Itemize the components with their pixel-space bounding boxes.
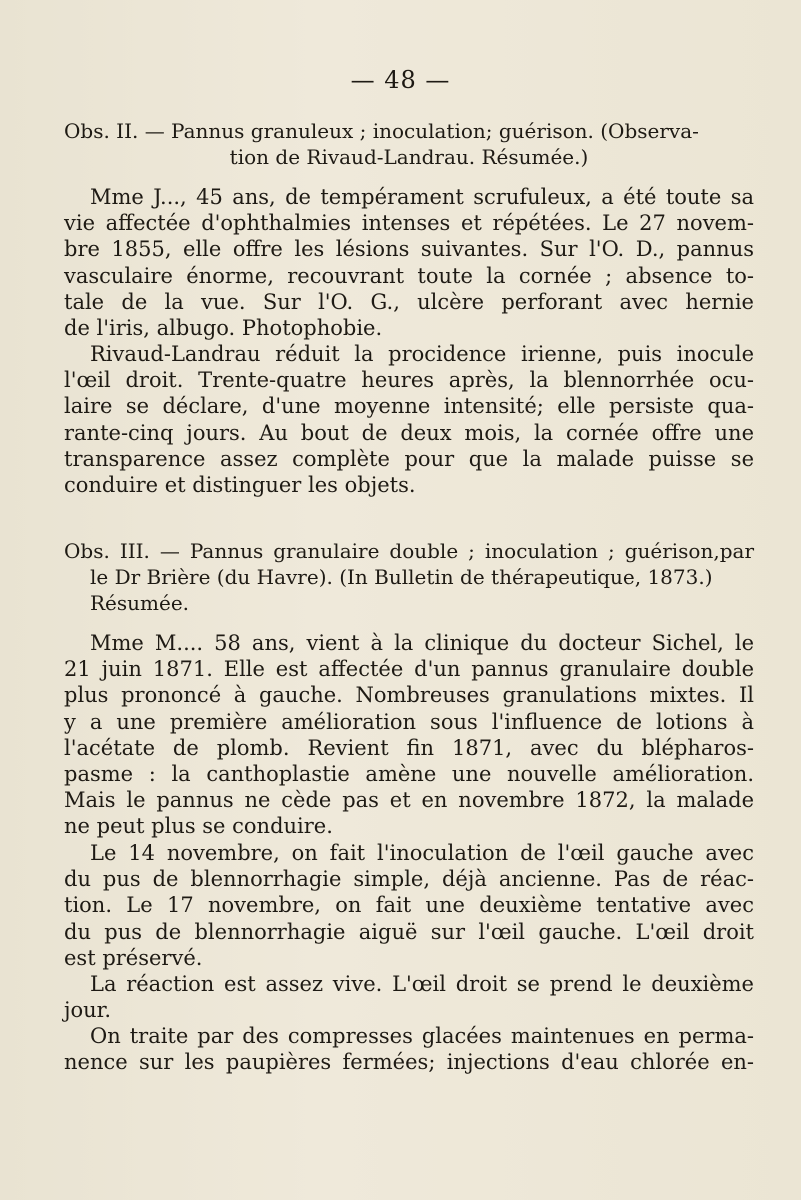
obs2-paragraph-1 [64, 184, 754, 341]
text-line: Rivaud-Landrau réduit la procidence irienne, puis inocule [90, 342, 754, 366]
text-line: La réaction est assez vive. L'œil droit se prend le deuxième [90, 972, 754, 996]
obs3-paragraph-1 [64, 630, 754, 840]
obs3-heading [64, 538, 754, 616]
text-line: nence sur les paupières fermées; injections d'eau chlorée en- [64, 1050, 754, 1075]
text-line: transparence assez complète pour que la malade puisse se [64, 446, 754, 471]
obs3-paragraph-2 [64, 840, 754, 971]
obs3-heading-line: Résumée. [90, 591, 190, 615]
text-line: tion. Le 17 novembre, on fait une deuxième tentative avec [64, 893, 754, 918]
page-number: — 48 — [350, 66, 451, 94]
text-line: laire se déclare, d'une moyenne intensité; elle persiste qua- [64, 394, 754, 419]
text-line: Mais le pannus ne cède pas et en novembre 1872, la malade [64, 788, 754, 813]
text-line: vasculaire énorme, recouvrant toute la cornée ; absence to- [64, 263, 754, 288]
text-line: y a une première amélioration sous l'influence de lotions à [64, 709, 754, 734]
text-line: 21 juin 1871. Elle est affectée d'un pannus granulaire double [64, 657, 754, 682]
text-line: vie affectée d'ophthalmies intenses et répétées. Le 27 novem- [64, 211, 754, 236]
text-line: Mme M.... 58 ans, vient à la clinique du docteur Sichel, le [90, 631, 754, 655]
obs3-paragraph-3 [64, 971, 754, 1023]
obs3-paragraph-4 [64, 1023, 754, 1075]
obs2-heading-line: Obs. II. — Pannus granuleux ; inoculation; guérison. (Observa- [64, 119, 699, 143]
text-line: l'acétate de plomb. Revient fin 1871, avec du blépharos- [64, 735, 754, 760]
text-line: plus prononcé à gauche. Nombreuses granulations mixtes. Il [64, 683, 754, 708]
text-line: ne peut plus se conduire. [64, 814, 333, 839]
text-line: est préservé. [64, 945, 203, 970]
obs3-heading-line: le Dr Brière (du Havre). (In Bulletin de thérapeutique, 1873.) [90, 565, 713, 589]
text-line: Le 14 novembre, on fait l'inoculation de l'œil gauche avec [90, 841, 754, 865]
obs2-heading-line: tion de Rivaud-Landrau. Résumée.) [229, 145, 589, 169]
text-line: bre 1855, elle offre les lésions suivantes. Sur l'O. D., pannus [64, 237, 754, 262]
text-line: de l'iris, albugo. Photophobie. [64, 316, 383, 341]
text-line: jour. [64, 998, 112, 1023]
obs2-paragraph-2 [64, 341, 754, 498]
text-line: On traite par des compresses glacées maintenues en perma- [90, 1024, 754, 1048]
text-line: rante-cinq jours. Au bout de deux mois, la cornée offre une [64, 420, 754, 445]
text-line: tale de la vue. Sur l'O. G., ulcère perforant avec hernie [64, 289, 754, 314]
text-line: conduire et distinguer les objets. [64, 473, 416, 498]
text-line: l'œil droit. Trente-quatre heures après, la blennorrhée ocu- [64, 368, 754, 393]
obs2-heading [64, 118, 754, 170]
text-line: du pus de blennorrhagie simple, déjà ancienne. Pas de réac- [64, 867, 754, 892]
text-line: Mme J..., 45 ans, de tempérament scrufuleux, a été toute sa [90, 185, 754, 209]
text-line: pasme : la canthoplastie amène une nouvelle amélioration. [64, 762, 754, 787]
text-line: du pus de blennorrhagie aiguë sur l'œil gauche. L'œil droit [64, 919, 754, 944]
obs3-heading-line: Obs. III. — Pannus granulaire double ; inoculation ; guérison,par [64, 539, 754, 563]
